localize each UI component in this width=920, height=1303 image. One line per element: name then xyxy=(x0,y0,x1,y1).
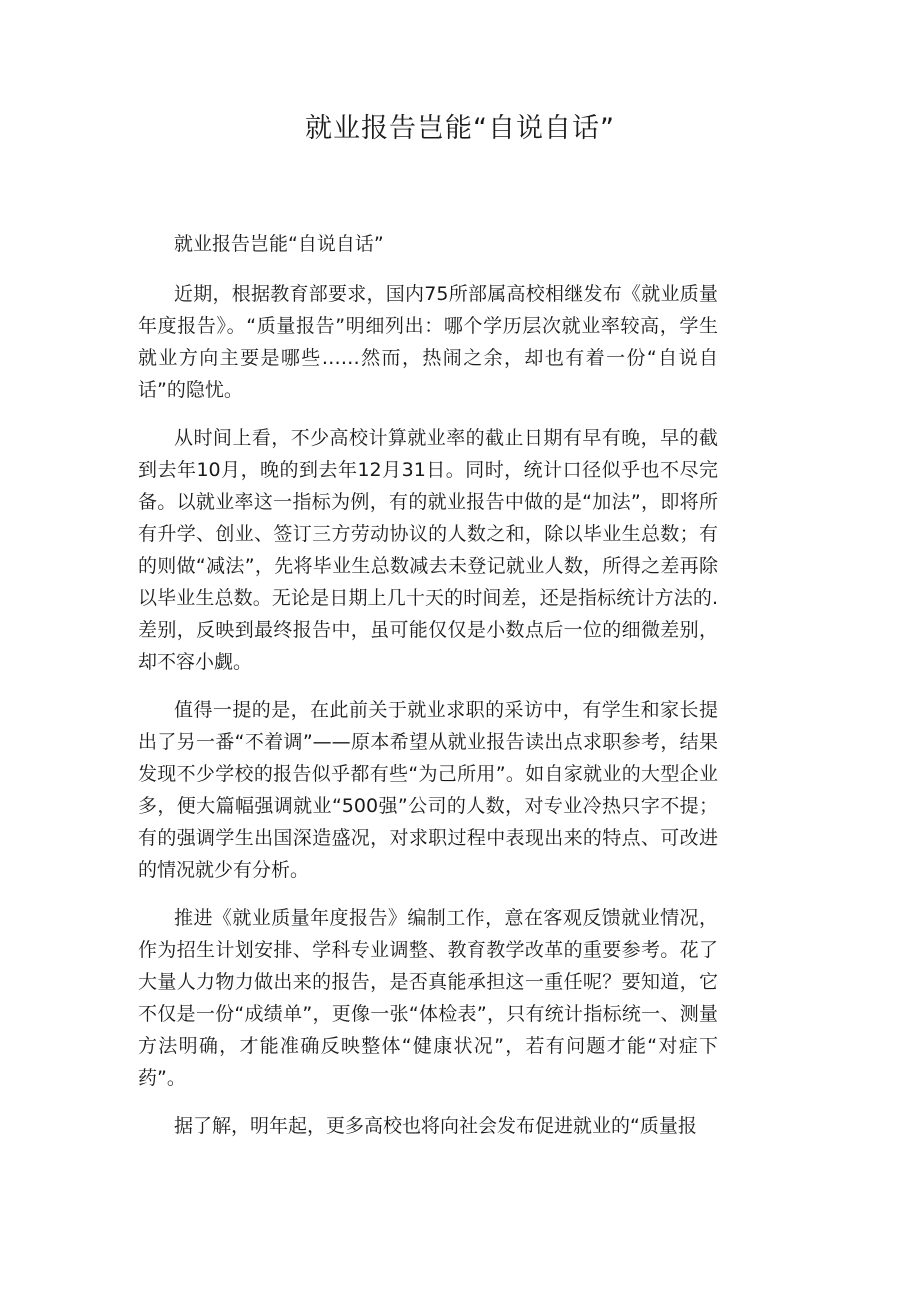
paragraph-5: 据了解，明年起，更多高校也将向社会发布促进就业的“质量报 xyxy=(174,1115,697,1137)
paragraph-2: 从时间上看，不少高校计算就业率的截止日期有早有晚，早的截到去年10月，晚的到去年12月31日。同时，统计口径似乎也不尽完备。以就业率这一指标为例，有的就业报告中做的是“加法”，即将所有升学、创业、签订三方劳动协议的人数之和，除以毕业生总数；有的则做“减法”，先将毕业生总数减去未登记就业人数，所得之差再除以毕业生总数。无论是日期上几十天的时间差，还是指标统计方法的.差别，反映到最终报告中，虽可能仅仅是小数点后一位的细微差别，却不容小觑。 xyxy=(138,427,718,673)
document-body xyxy=(138,228,718,1142)
paragraph-4: 推进《就业质量年度报告》编制工作，意在客观反馈就业情况，作为招生计划安排、学科专业调整、教育教学改革的重要参考。花了大量人力物力做出来的报告，是否真能承担这一重任呢？要知道，它不仅是一份“成绩单”，更像一张“体检表”，只有统计指标统一、测量方法明确，才能准确反映整体“健康状况”，若有问题才能“对症下药”。 xyxy=(138,907,718,1089)
paragraph-1: 近期，根据教育部要求，国内75所部属高校相继发布《就业质量年度报告》。“质量报告”明细列出：哪个学历层次就业率较高，学生就业方向主要是哪些……然而，热闹之余，却也有着一份“自说自话”的隐忧。 xyxy=(138,283,718,401)
paragraph-3: 值得一提的是，在此前关于就业求职的采访中，有学生和家长提出了另一番“不着调”——原本希望从就业报告读出点求职参考，结果发现不少学校的报告似乎都有些“为己所用”。如自家就业的大型企业多，便大篇幅强调就业“500强”公司的人数，对专业冷热只字不提；有的强调学生出国深造盛况，对求职过程中表现出来的特点、可改进的情况就少有分析。 xyxy=(138,699,718,881)
document-title: 就业报告岂能“自说自话” xyxy=(305,113,615,144)
article-subtitle: 就业报告岂能“自说自话” xyxy=(174,233,384,255)
